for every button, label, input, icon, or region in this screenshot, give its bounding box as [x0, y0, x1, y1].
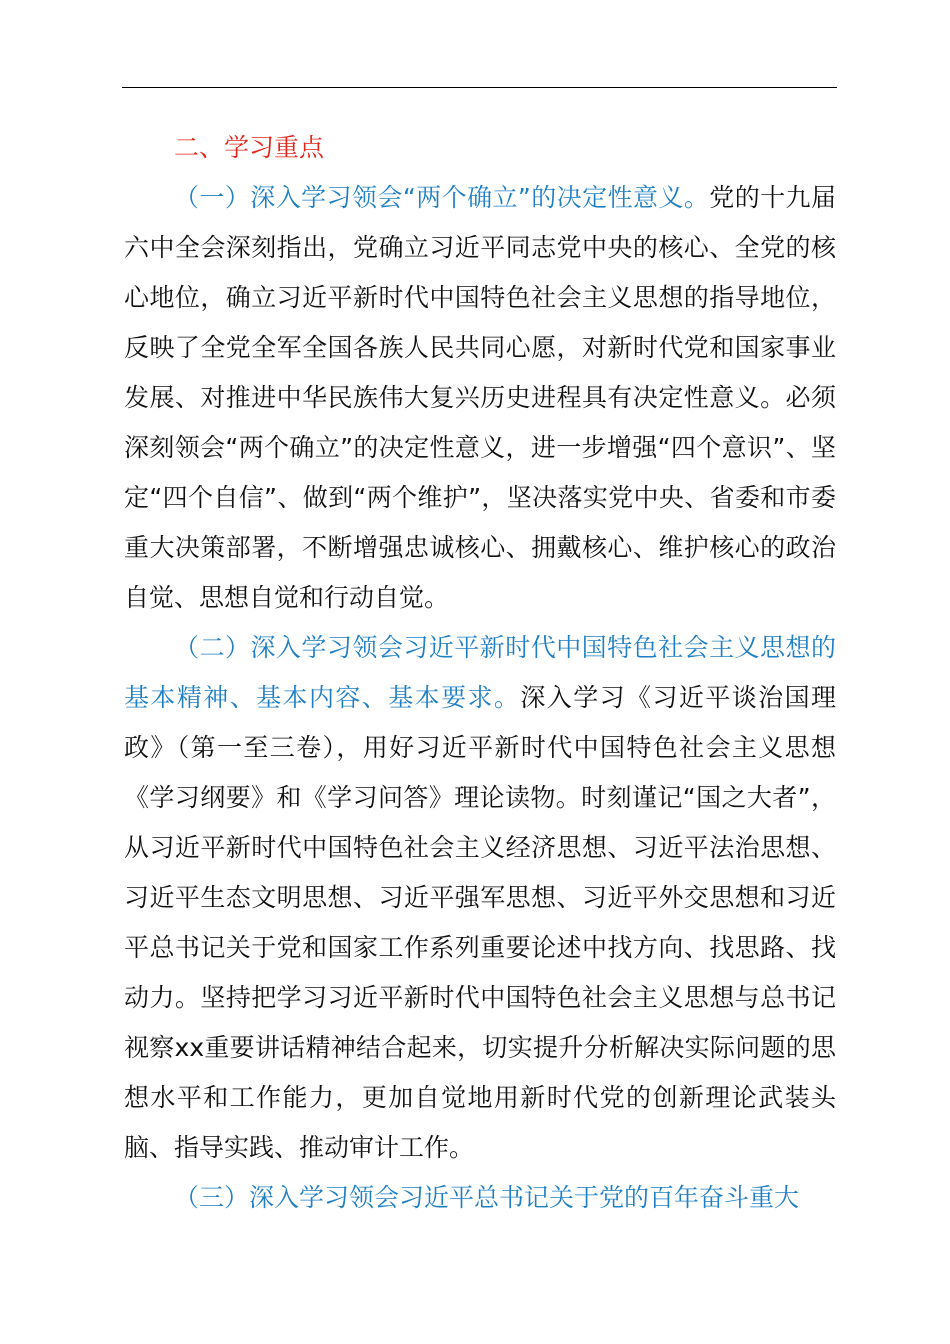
paragraph-1-body: 党的十九届六中全会深刻指出，党确立习近平同志党中央的核心、全党的核心地位，确立习近平新时代中国特色社会主义思想的指导地位，反映了全党全军全国各族人民共同心愿，对新时代党和国家事业发展、对推进中华民族伟大复兴历史进程具有决定性意义。必须深刻领会“两个确立”的决定性意义，进一步增强“四个意识”、坚定“四个自信”、做到“两个维护”，坚决落实党中央、省委和市委重大决策部署，不断增强忠诚核心、拥戴核心、维护核心的政治自觉、思想自觉和行动自觉。	[124, 183, 836, 612]
header-rule	[122, 87, 837, 88]
paragraph-3	[124, 1173, 836, 1223]
paragraph-2	[124, 623, 836, 1173]
section-heading: 二、学习重点	[174, 133, 325, 162]
paragraph-1-lead: （一）深入学习领会“两个确立”的决定性意义。	[174, 183, 710, 212]
paragraph-3-lead: （三）深入学习领会习近平总书记关于党的百年奋斗重大	[174, 1183, 800, 1212]
paragraph-2-body: 深入学习《习近平谈治国理政》（第一至三卷），用好习近平新时代中国特色社会主义思想《学习纲要》和《学习问答》理论读物。时刻谨记“国之大者”，从习近平新时代中国特色社会主义经济思想、习近平法治思想、习近平生态文明思想、习近平强军思想、习近平外交思想和习近平总书记关于党和国家工作系列重要论述中找方向、找思路、找动力。坚持把学习习近平新时代中国特色社会主义思想与总书记视察xx重要讲话精神结合起来，切实提升分析解决实际问题的思想水平和工作能力，更加自觉地用新时代党的创新理论武装头脑、指导实践、推动审计工作。	[124, 683, 836, 1162]
paragraph-1	[124, 173, 836, 623]
paragraph-2-lead: （二）深入学习领会习近平新时代中国特色社会主义思想的基本精神、基本内容、基本要求。	[124, 633, 836, 712]
document-body	[124, 123, 836, 1223]
